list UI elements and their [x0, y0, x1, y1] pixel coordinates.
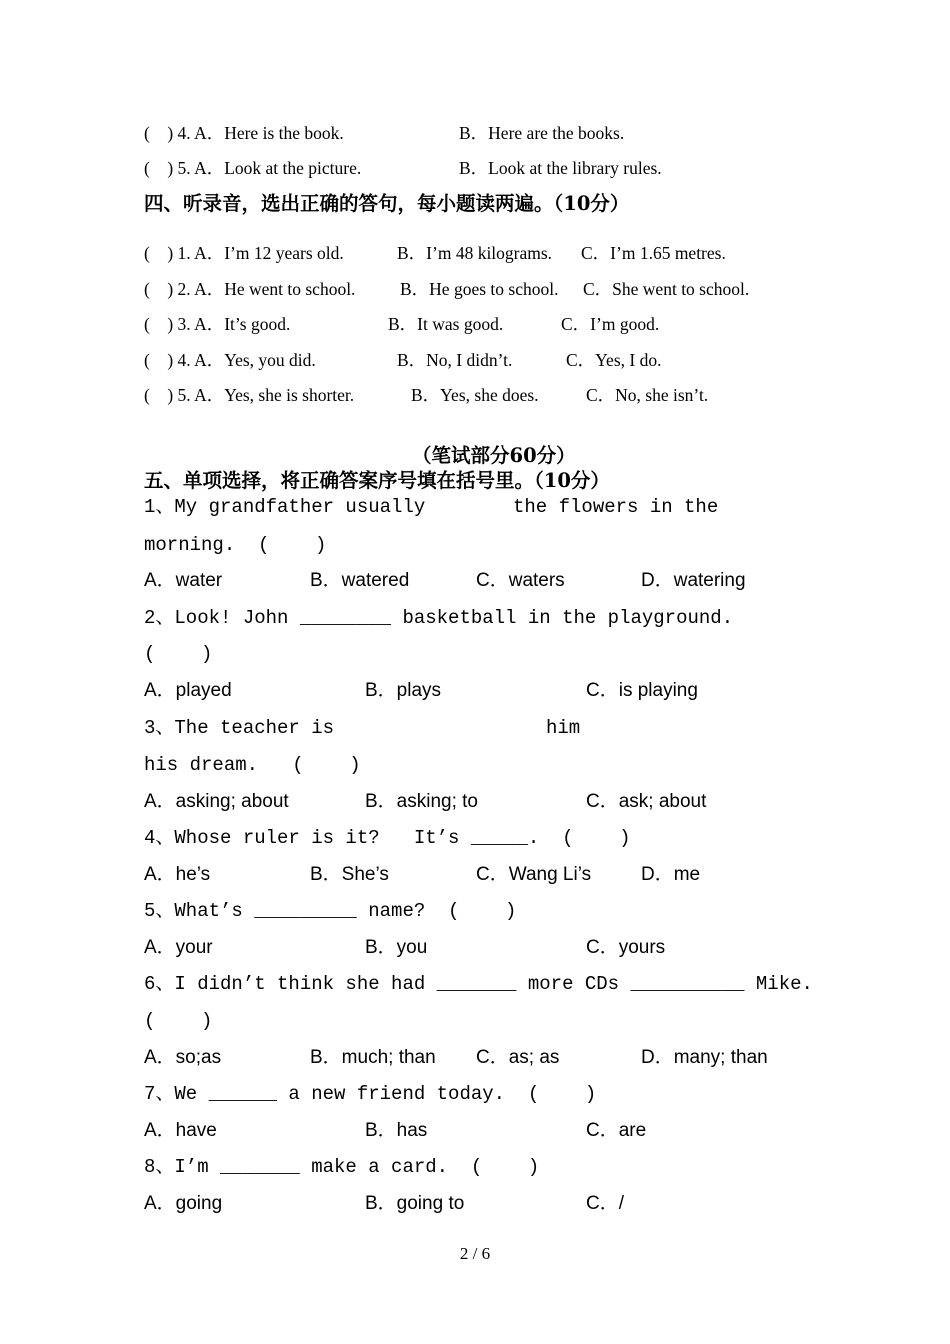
s4-q5-a: ( ) 5. A．Yes, she is shorter.	[144, 385, 355, 405]
s5-q1-option-a: A．water	[144, 570, 223, 591]
s4-q2-c: C．She went to school.	[583, 279, 750, 299]
s5-q1-option-b: B．watered	[310, 570, 410, 591]
s5-q1-stem-start: 1、My grandfather usually	[144, 496, 426, 518]
s5-q1-option-c: C．waters	[476, 570, 565, 591]
s5-q4-option-b: B．She’s	[310, 864, 389, 885]
q3-5-line: ( ) 5. A．Look at the picture.	[144, 158, 362, 178]
s4-q5-c: C．No, she isn’t.	[586, 385, 709, 405]
s5-q4-option-c: C．Wang Li’s	[476, 864, 592, 885]
s5-q6-option-d: D．many; than	[641, 1047, 768, 1068]
s4-q2-a: ( ) 2. A．He went to school.	[144, 279, 356, 299]
s4-q1-b: B．I’m 48 kilograms.	[397, 243, 553, 263]
s5-q1-stem-end: the flowers in the	[513, 496, 719, 518]
s5-q7-option-b: B．has	[365, 1120, 428, 1141]
s5-q5-option-a: A．your	[144, 937, 213, 958]
written-part-title: （笔试部分60分）	[412, 444, 576, 467]
s5-q6-bracket: ( )	[144, 1010, 213, 1032]
s5-q4-option-a: A．he’s	[144, 864, 211, 885]
s4-q3-c: C．I’m good.	[561, 314, 660, 334]
s5-q6-option-a: A．so;as	[144, 1047, 222, 1068]
s4-q5-b: B．Yes, she does.	[411, 385, 539, 405]
s4-q4-a: ( ) 4. A．Yes, you did.	[144, 350, 316, 370]
s5-q4-option-d: D．me	[641, 864, 701, 885]
s5-q3-option-a: A．asking; about	[144, 791, 289, 812]
q3-4-option-b: B．Here are the books.	[459, 123, 625, 143]
s4-q1-a: ( ) 1. A．I’m 12 years old.	[144, 243, 344, 263]
s5-q6-stem: 6、I didn’t think she had _______ more CDs __________ Mike.	[144, 973, 813, 995]
s5-q5-option-b: B．you	[365, 937, 428, 958]
section4-heading: 四、听录音，选出正确的答句，每小题读两遍。（10分）	[144, 192, 630, 215]
s5-q6-option-b: B．much; than	[310, 1047, 436, 1068]
s5-q3-option-b: B．asking; to	[365, 791, 478, 812]
s5-q5-stem: 5、What’s _________ name? ( )	[144, 900, 517, 922]
q3-5-option-b: B．Look at the library rules.	[459, 158, 662, 178]
s4-q3-a: ( ) 3. A．It’s good.	[144, 314, 291, 334]
s5-q3-stem-start: 3、The teacher is	[144, 717, 335, 739]
s5-q8-stem: 8、I’m _______ make a card. ( )	[144, 1156, 540, 1178]
s5-q4-stem: 4、Whose ruler is it? It’s _____. ( )	[144, 827, 631, 849]
s5-q1-stem-line2: morning. ( )	[144, 534, 327, 556]
q3-4-line: ( ) 4. A．Here is the book.	[144, 123, 344, 143]
s5-q3-option-c: C．ask; about	[586, 791, 707, 812]
s5-q2-option-c: C．is playing	[586, 680, 698, 701]
s5-q6-option-c: C．as; as	[476, 1047, 560, 1068]
s5-q7-stem: 7、We ______ a new friend today. ( )	[144, 1083, 597, 1105]
s5-q2-bracket: ( )	[144, 643, 213, 665]
s4-q3-b: B．It was good.	[388, 314, 504, 334]
s5-q1-option-d: D．watering	[641, 570, 746, 591]
s4-q4-b: B．No, I didn’t.	[397, 350, 513, 370]
section5-heading: 五、单项选择，将正确答案序号填在括号里。（10分）	[144, 469, 610, 492]
s4-q2-b: B．He goes to school.	[400, 279, 559, 299]
s5-q2-option-a: A．played	[144, 680, 232, 701]
s5-q2-option-b: B．plays	[365, 680, 442, 701]
s4-q4-c: C．Yes, I do.	[566, 350, 662, 370]
s4-q1-c: C．I’m 1.65 metres.	[581, 243, 726, 263]
s5-q7-option-a: A．have	[144, 1120, 217, 1141]
s5-q8-option-c: C．/	[586, 1193, 625, 1214]
s5-q7-option-c: C．are	[586, 1120, 647, 1141]
s5-q5-option-c: C．yours	[586, 937, 666, 958]
page-number: 2 / 6	[459, 1244, 491, 1263]
s5-q3-stem-end: him	[546, 717, 581, 739]
s5-q3-stem-line2: his dream. ( )	[144, 754, 361, 776]
s5-q8-option-b: B．going to	[365, 1193, 465, 1214]
s5-q8-option-a: A．going	[144, 1193, 223, 1214]
s5-q2-stem: 2、Look! John ________ basketball in the playground.	[144, 607, 734, 629]
